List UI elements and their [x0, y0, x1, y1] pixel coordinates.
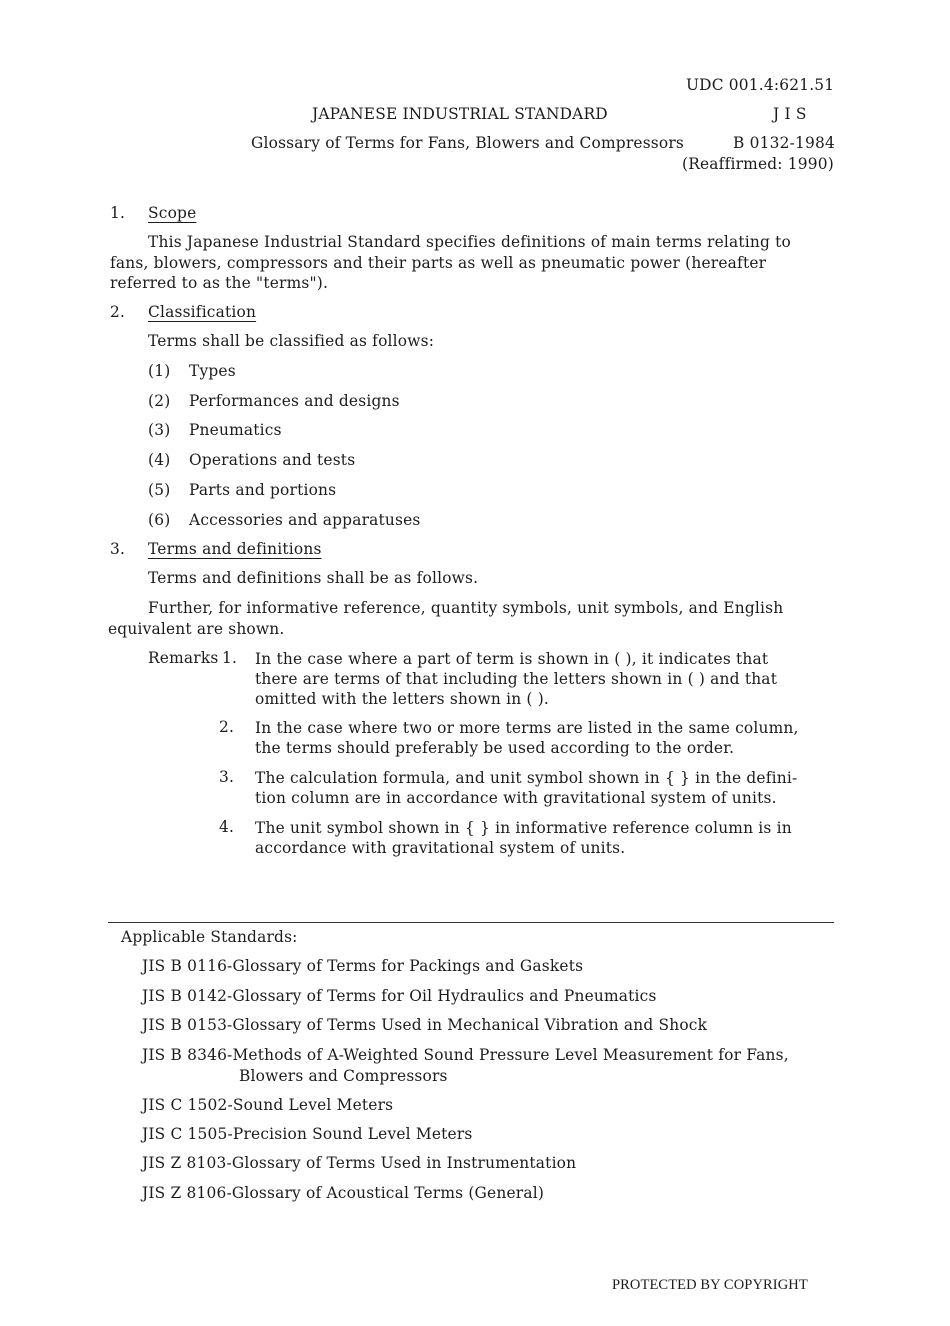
remark-line: The calculation formula, and unit symbol shown in { } in the defini- [255, 769, 798, 787]
applicable-standards-divider [108, 922, 834, 923]
remarks-label: Remarks [148, 649, 219, 667]
scope-paragraph-line-3: referred to as the "terms"). [110, 274, 329, 292]
remark-line: In the case where a part of term is shown in ( ), it indicates that [255, 650, 769, 668]
standard-number: B 0132-1984 [733, 134, 835, 152]
remark-line: the terms should preferably be used according to the order. [255, 739, 735, 757]
further-line-2: equivalent are shown. [108, 620, 285, 638]
udc-code: UDC 001.4:621.51 [686, 76, 835, 94]
section-2-heading: Classification [148, 303, 257, 321]
remark-number: 1. [222, 649, 238, 667]
standard-reference-continuation: Blowers and Compressors [239, 1067, 448, 1085]
remark-number: 3. [219, 768, 235, 786]
standard-reference: JIS C 1505-Precision Sound Level Meters [142, 1125, 473, 1143]
standard-name: JAPANESE INDUSTRIAL STANDARD [312, 105, 608, 123]
terms-intro: Terms and definitions shall be as follows. [148, 569, 479, 587]
classification-item-text: Performances and designs [189, 392, 400, 410]
remark-line: tion column are in accordance with gravitational system of units. [255, 789, 777, 807]
section-1-number: 1. [110, 204, 126, 222]
standard-reference: JIS B 0142-Glossary of Terms for Oil Hydraulics and Pneumatics [142, 987, 657, 1005]
jis-mark: J I S [773, 105, 807, 123]
applicable-standards-label: Applicable Standards: [121, 928, 298, 946]
section-1-heading: Scope [148, 204, 197, 222]
section-3-heading: Terms and definitions [148, 540, 322, 558]
classification-item-number: (4) [148, 451, 171, 469]
classification-item-number: (6) [148, 511, 171, 529]
standard-reference: JIS Z 8106-Glossary of Acoustical Terms (General) [142, 1184, 545, 1202]
classification-item-text: Parts and portions [189, 481, 337, 499]
further-line-1: Further, for informative reference, quantity symbols, unit symbols, and English [148, 599, 784, 617]
scope-paragraph-line-1: This Japanese Industrial Standard specifies definitions of main terms relating to [148, 233, 792, 251]
standard-reference: JIS B 0116-Glossary of Terms for Packings and Gaskets [142, 957, 584, 975]
classification-item-number: (3) [148, 421, 171, 439]
classification-item-text: Pneumatics [189, 421, 282, 439]
standard-reference: JIS Z 8103-Glossary of Terms Used in Instrumentation [142, 1154, 577, 1172]
remark-line: In the case where two or more terms are listed in the same column, [255, 719, 799, 737]
classification-item-text: Operations and tests [189, 451, 356, 469]
copyright-notice: PROTECTED BY COPYRIGHT [612, 1277, 808, 1293]
remark-line: The unit symbol shown in { } in informative reference column is in [255, 819, 792, 837]
standard-reference: JIS B 8346-Methods of A-Weighted Sound Pressure Level Measurement for Fans, [142, 1046, 789, 1064]
reaffirmed-date: (Reaffirmed: 1990) [682, 155, 834, 173]
document-title: Glossary of Terms for Fans, Blowers and Compressors [251, 134, 685, 152]
section-3-number: 3. [110, 540, 126, 558]
section-2-number: 2. [110, 303, 126, 321]
classification-item-text: Types [189, 362, 236, 380]
classification-item-number: (5) [148, 481, 171, 499]
remark-line: accordance with gravitational system of units. [255, 839, 626, 857]
scope-paragraph-line-2: fans, blowers, compressors and their parts as well as pneumatic power (hereafter [110, 254, 767, 272]
remark-number: 4. [219, 818, 235, 836]
classification-item-text: Accessories and apparatuses [189, 511, 421, 529]
classification-intro: Terms shall be classified as follows: [148, 332, 435, 350]
classification-item-number: (2) [148, 392, 171, 410]
standard-reference: JIS B 0153-Glossary of Terms Used in Mechanical Vibration and Shock [142, 1016, 708, 1034]
remark-line: omitted with the letters shown in ( ). [255, 690, 550, 708]
remark-line: there are terms of that including the letters shown in ( ) and that [255, 670, 778, 688]
classification-item-number: (1) [148, 362, 171, 380]
standard-reference: JIS C 1502-Sound Level Meters [142, 1096, 394, 1114]
remark-number: 2. [219, 718, 235, 736]
